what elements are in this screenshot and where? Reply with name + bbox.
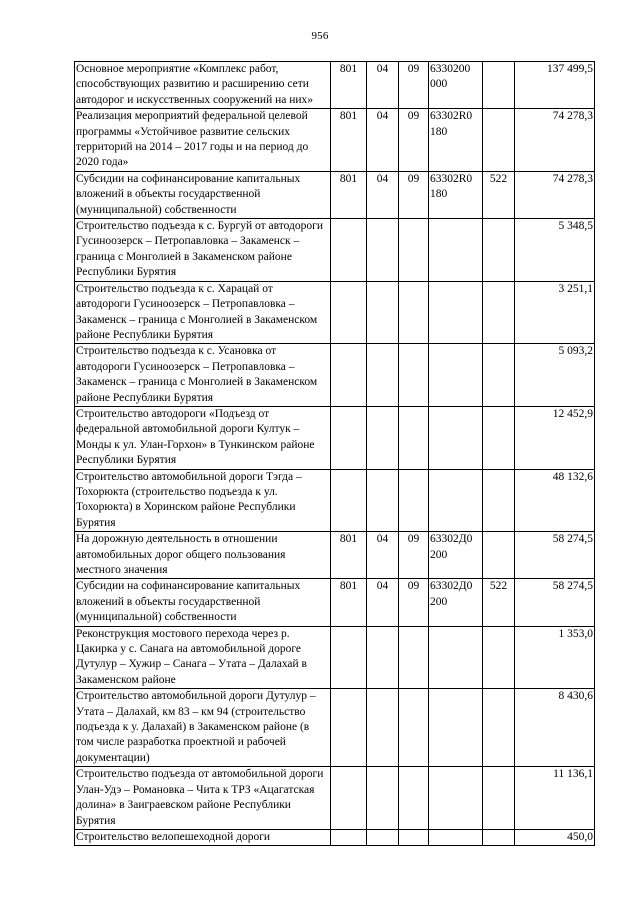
row-name-cell: Субсидии на софинансирование капитальных вложений в объекты государственной (муниципальной) собственности (75, 579, 331, 626)
subsection-code-cell (399, 829, 429, 845)
row-name-cell: Строительство подъезда от автомобильной дороги Улан-Удэ – Романовка – Чита к ТРЗ «Ацагатская долина» в Заиграевском районе Республики Бурятия (75, 767, 331, 830)
amount-cell: 11 136,1 (515, 767, 595, 830)
expense-type-cell: 522 (483, 579, 515, 626)
ministry-code-cell: 801 (331, 62, 367, 109)
program-code-cell: 6330200 000 (429, 62, 483, 109)
row-name-cell: На дорожную деятельность в отношении автомобильных дорог общего пользования местного значения (75, 532, 331, 579)
row-name-cell: Строительство велопешеходной дороги (75, 829, 331, 845)
subsection-code-cell: 09 (399, 171, 429, 218)
program-code-cell: 63302Д0 200 (429, 579, 483, 626)
subsection-code-cell (399, 626, 429, 689)
subsection-code-cell: 09 (399, 579, 429, 626)
row-name-cell: Реализация мероприятий федеральной целевой программы «Устойчивое развитие сельских территорий на 2014 – 2017 годы и на период до 2020 года» (75, 109, 331, 172)
section-code-cell (367, 281, 399, 344)
section-code-cell (367, 406, 399, 469)
expense-type-cell (483, 532, 515, 579)
program-code-cell (429, 344, 483, 407)
program-code-cell (429, 281, 483, 344)
section-code-cell: 04 (367, 62, 399, 109)
table-row (75, 109, 595, 172)
amount-cell: 48 132,6 (515, 469, 595, 532)
budget-table (74, 61, 595, 846)
section-code-cell (367, 767, 399, 830)
expense-type-cell (483, 829, 515, 845)
table-row (75, 532, 595, 579)
program-code-cell (429, 219, 483, 282)
row-name-cell: Строительство подъезда к с. Усановка от автодороги Гусиноозерск – Петропавловка – Закаменск – граница с Монголией в Закаменском районе Республики Бурятия (75, 344, 331, 407)
amount-cell: 450,0 (515, 829, 595, 845)
row-name-cell: Основное мероприятие «Комплекс работ, способствующих развитию и расширению сети автодорог и искусственных сооружений на них» (75, 62, 331, 109)
program-code-cell (429, 689, 483, 767)
amount-cell: 12 452,9 (515, 406, 595, 469)
row-name-cell: Строительство подъезда к с. Бургуй от автодороги Гусиноозерск – Петропавловка – Закаменск – граница с Монголией в Закаменском районе Республики Бурятия (75, 219, 331, 282)
amount-cell: 74 278,3 (515, 109, 595, 172)
ministry-code-cell: 801 (331, 532, 367, 579)
subsection-code-cell (399, 469, 429, 532)
ministry-code-cell (331, 281, 367, 344)
table-row (75, 829, 595, 845)
section-code-cell (367, 344, 399, 407)
table-row (75, 281, 595, 344)
table-row (75, 171, 595, 218)
ministry-code-cell (331, 626, 367, 689)
expense-type-cell (483, 344, 515, 407)
amount-cell: 8 430,6 (515, 689, 595, 767)
row-name-cell: Субсидии на софинансирование капитальных вложений в объекты государственной (муниципальной) собственности (75, 171, 331, 218)
subsection-code-cell: 09 (399, 532, 429, 579)
expense-type-cell (483, 689, 515, 767)
expense-type-cell (483, 219, 515, 282)
ministry-code-cell (331, 219, 367, 282)
program-code-cell (429, 767, 483, 830)
expense-type-cell: 522 (483, 171, 515, 218)
ministry-code-cell: 801 (331, 579, 367, 626)
row-name-cell: Строительство автодороги «Подъезд от федеральной автомобильной дороги Култук – Монды к ул. Улан-Горхон» в Тункинском районе Республики Бурятия (75, 406, 331, 469)
row-name-cell: Строительство подъезда к с. Харацай от автодороги Гусиноозерск – Петропавловка – Закаменск – граница с Монголией в Закаменском районе Республики Бурятия (75, 281, 331, 344)
section-code-cell: 04 (367, 579, 399, 626)
subsection-code-cell (399, 344, 429, 407)
ministry-code-cell (331, 406, 367, 469)
ministry-code-cell (331, 829, 367, 845)
program-code-cell: 63302R0 180 (429, 171, 483, 218)
section-code-cell (367, 469, 399, 532)
expense-type-cell (483, 109, 515, 172)
table-row (75, 344, 595, 407)
program-code-cell (429, 626, 483, 689)
section-code-cell: 04 (367, 109, 399, 172)
ministry-code-cell: 801 (331, 171, 367, 218)
ministry-code-cell (331, 344, 367, 407)
table-row (75, 62, 595, 109)
subsection-code-cell (399, 406, 429, 469)
table-row (75, 406, 595, 469)
ministry-code-cell (331, 469, 367, 532)
ministry-code-cell (331, 689, 367, 767)
program-code-cell (429, 406, 483, 469)
table-row (75, 767, 595, 830)
table-row (75, 626, 595, 689)
amount-cell: 137 499,5 (515, 62, 595, 109)
subsection-code-cell: 09 (399, 62, 429, 109)
section-code-cell: 04 (367, 532, 399, 579)
page-number: 956 (311, 30, 329, 42)
amount-cell: 58 274,5 (515, 579, 595, 626)
amount-cell: 3 251,1 (515, 281, 595, 344)
row-name-cell: Строительство автомобильной дороги Дутулур – Утата – Далахай, км 83 – км 94 (строительство подъезда к у. Далахай) в Закаменском районе (в том числе разработка проектной и рабочей документации) (75, 689, 331, 767)
expense-type-cell (483, 62, 515, 109)
expense-type-cell (483, 469, 515, 532)
table-row (75, 219, 595, 282)
table-row (75, 579, 595, 626)
amount-cell: 5 093,2 (515, 344, 595, 407)
ministry-code-cell (331, 767, 367, 830)
subsection-code-cell (399, 219, 429, 282)
expense-type-cell (483, 767, 515, 830)
subsection-code-cell: 09 (399, 109, 429, 172)
table-row (75, 689, 595, 767)
subsection-code-cell (399, 767, 429, 830)
subsection-code-cell (399, 281, 429, 344)
expense-type-cell (483, 626, 515, 689)
row-name-cell: Реконструкция мостового перехода через р. Цакирка у с. Санага на автомобильной дороге Дутулур – Хужир – Санага – Утата – Далахай в Закаменском районе (75, 626, 331, 689)
amount-cell: 74 278,3 (515, 171, 595, 218)
program-code-cell (429, 469, 483, 532)
amount-cell: 58 274,5 (515, 532, 595, 579)
section-code-cell: 04 (367, 171, 399, 218)
amount-cell: 1 353,0 (515, 626, 595, 689)
ministry-code-cell: 801 (331, 109, 367, 172)
section-code-cell (367, 689, 399, 767)
section-code-cell (367, 829, 399, 845)
subsection-code-cell (399, 689, 429, 767)
table-row (75, 469, 595, 532)
row-name-cell: Строительство автомобильной дороги Тэгда – Тохорюкта (строительство подъезда к ул. Тохорюкта) в Хоринском районе Республики Бурятия (75, 469, 331, 532)
amount-cell: 5 348,5 (515, 219, 595, 282)
program-code-cell: 63302R0 180 (429, 109, 483, 172)
section-code-cell (367, 219, 399, 282)
table-body (75, 62, 595, 846)
section-code-cell (367, 626, 399, 689)
expense-type-cell (483, 406, 515, 469)
program-code-cell: 63302Д0 200 (429, 532, 483, 579)
expense-type-cell (483, 281, 515, 344)
program-code-cell (429, 829, 483, 845)
